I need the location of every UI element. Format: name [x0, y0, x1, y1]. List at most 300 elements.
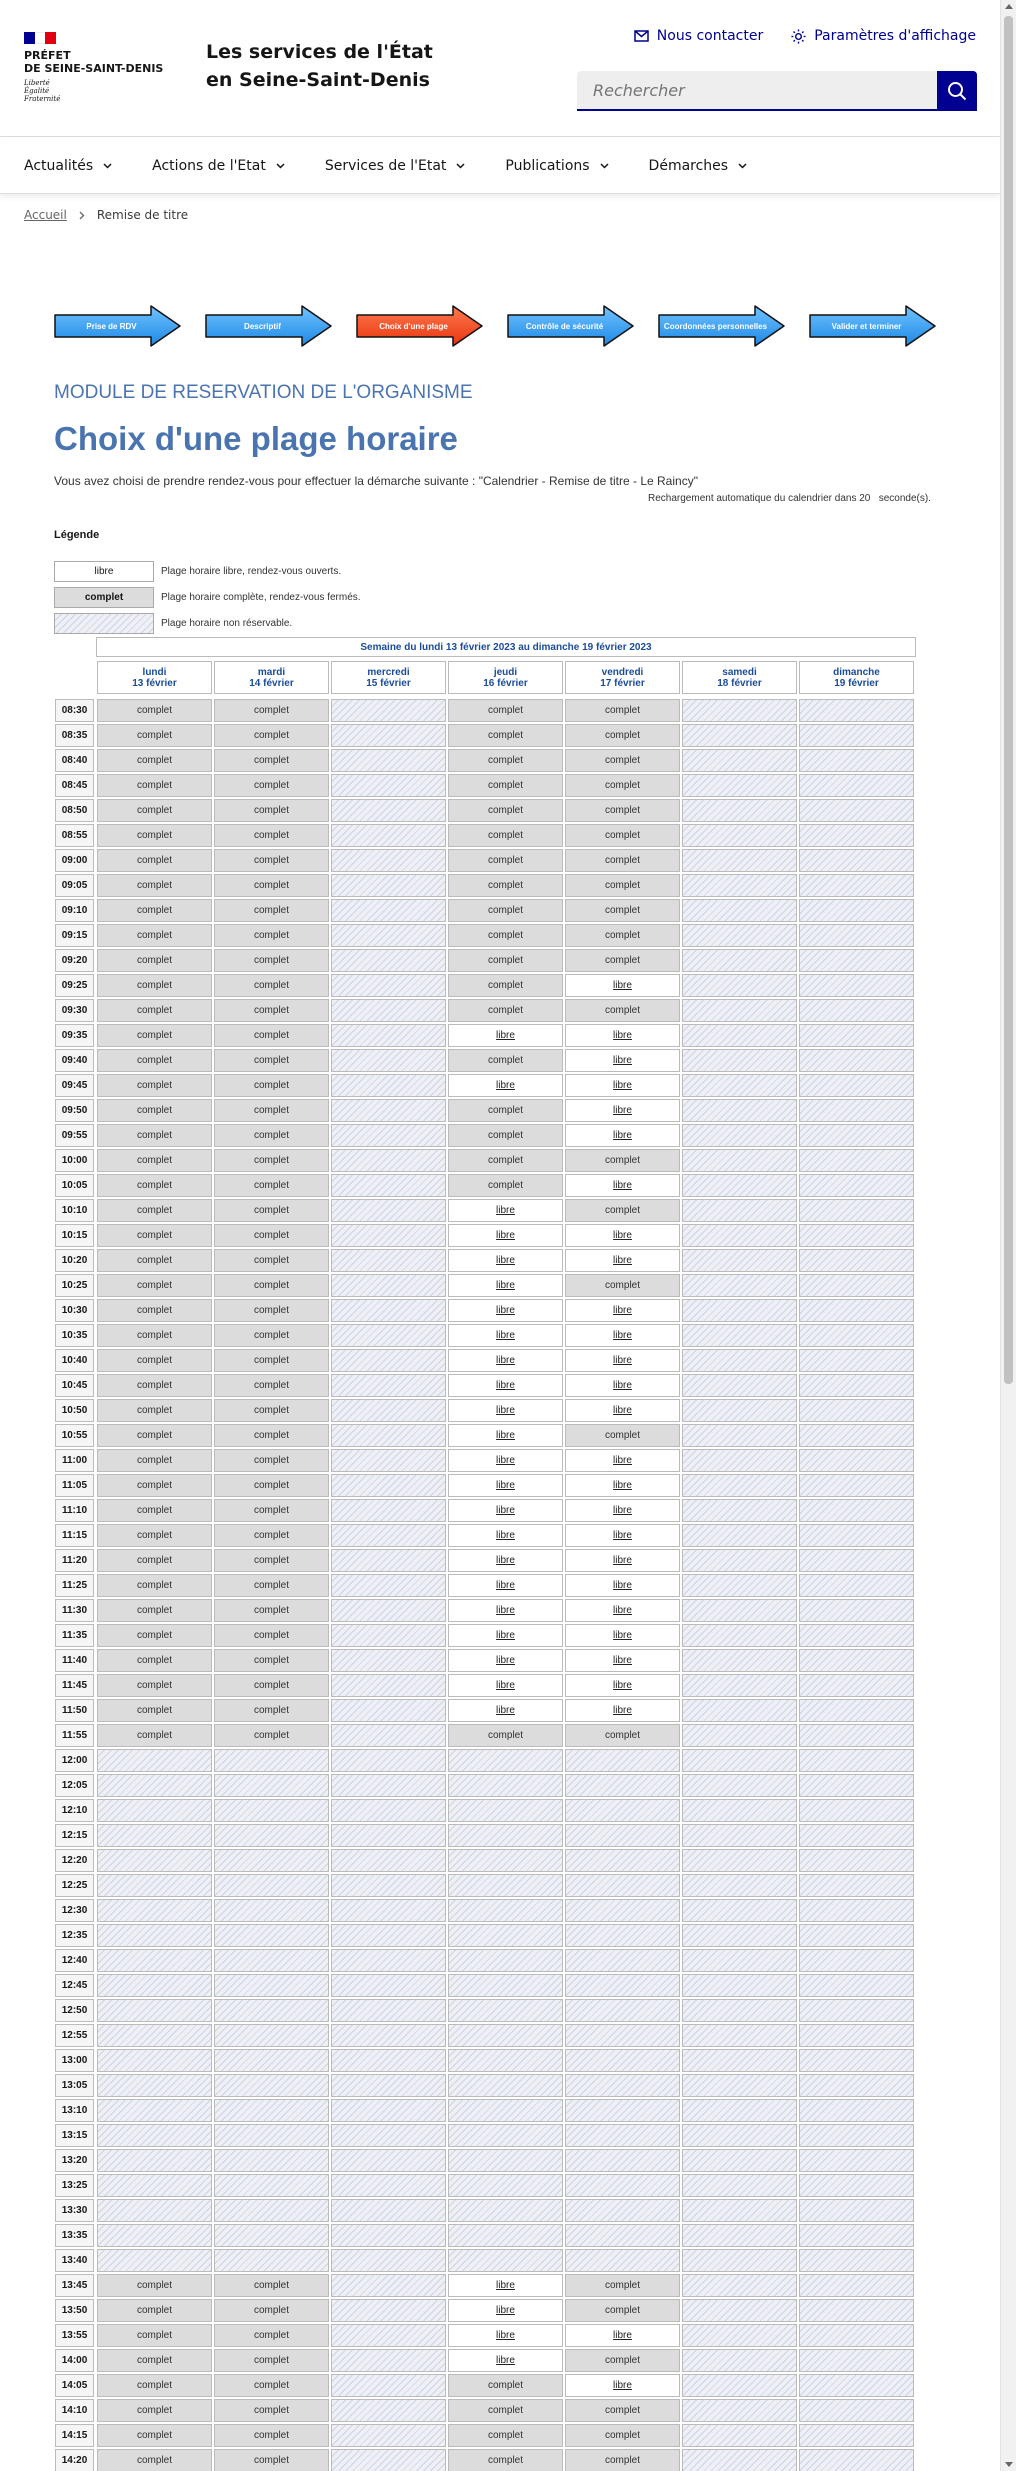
slot-non-reservable	[799, 1049, 914, 1072]
slot-time: 10:50	[55, 1399, 94, 1422]
slot-complet: complet	[214, 1174, 329, 1197]
slot-row	[55, 1948, 916, 1973]
slot-libre-link[interactable]: libre	[565, 1124, 680, 1147]
slot-row	[55, 1623, 916, 1648]
slot-libre-link[interactable]: libre	[565, 1049, 680, 1072]
slot-non-reservable	[682, 1799, 797, 1822]
slot-non-reservable	[682, 1699, 797, 1722]
slot-libre-link[interactable]: libre	[565, 1674, 680, 1697]
slot-row	[55, 1023, 916, 1048]
slot-non-reservable	[448, 1799, 563, 1822]
slot-complet: complet	[214, 999, 329, 1022]
slot-libre-link[interactable]: libre	[448, 1499, 563, 1522]
slot-non-reservable	[448, 2199, 563, 2222]
slot-non-reservable	[682, 2174, 797, 2197]
slot-complet: complet	[565, 749, 680, 772]
header-tools	[634, 28, 976, 44]
slot-non-reservable	[448, 2024, 563, 2047]
slot-non-reservable	[799, 1974, 914, 1997]
day-date: 13 février	[132, 677, 177, 689]
slot-complet: complet	[97, 949, 212, 972]
slot-libre-link[interactable]: libre	[565, 2324, 680, 2347]
slot-non-reservable	[97, 2074, 212, 2097]
chevron-down-icon	[103, 163, 112, 169]
slot-libre-link[interactable]: libre	[448, 1474, 563, 1497]
slot-non-reservable	[565, 1799, 680, 1822]
slot-non-reservable	[331, 949, 446, 972]
slot-non-reservable	[799, 2174, 914, 2197]
slot-non-reservable	[331, 1374, 446, 1397]
slot-non-reservable	[682, 2324, 797, 2347]
step-label: Prise de RDV	[86, 321, 137, 331]
slot-non-reservable	[682, 1624, 797, 1647]
slot-non-reservable	[331, 899, 446, 922]
slot-libre-link[interactable]: libre	[565, 1099, 680, 1122]
slot-non-reservable	[97, 2099, 212, 2122]
slot-non-reservable	[331, 2374, 446, 2397]
slot-non-reservable	[799, 949, 914, 972]
slot-non-reservable	[565, 2024, 680, 2047]
week-title: Semaine du lundi 13 février 2023 au dimanche 19 février 2023	[96, 637, 916, 657]
scroll-down-arrow-icon[interactable]	[1005, 2462, 1013, 2467]
slot-libre-link[interactable]: libre	[565, 1024, 680, 1047]
service-title[interactable]: Les services de l'État en Seine-Saint-Denis	[206, 41, 433, 91]
slot-non-reservable	[214, 2149, 329, 2172]
prefet-logo[interactable]	[24, 32, 174, 103]
slot-libre-link[interactable]: libre	[565, 1499, 680, 1522]
slot-non-reservable	[214, 1799, 329, 1822]
slot-non-reservable	[682, 1424, 797, 1447]
step-label: Valider et terminer	[831, 321, 902, 331]
slot-non-reservable	[799, 849, 914, 872]
slot-libre-link[interactable]: libre	[448, 1299, 563, 1322]
main-nav	[0, 138, 1000, 194]
slot-non-reservable	[682, 724, 797, 747]
nav-item-services-etat[interactable]	[325, 138, 506, 193]
slot-libre-link[interactable]: libre	[565, 1449, 680, 1472]
slot-non-reservable	[682, 899, 797, 922]
slot-time: 11:10	[55, 1499, 94, 1522]
slot-libre-link[interactable]: libre	[448, 1549, 563, 1572]
legend-box-libre: libre	[54, 561, 154, 582]
day-name: samedi	[722, 666, 757, 678]
slot-complet: complet	[97, 699, 212, 722]
slot-libre-link[interactable]: libre	[448, 2274, 563, 2297]
slot-libre-link[interactable]: libre	[448, 1574, 563, 1597]
slot-libre-link[interactable]: libre	[565, 1249, 680, 1272]
slot-non-reservable	[799, 1249, 914, 1272]
slot-complet: complet	[214, 749, 329, 772]
slot-non-reservable	[799, 1724, 914, 1747]
day-header	[565, 661, 680, 694]
slot-libre-link[interactable]: libre	[448, 1674, 563, 1697]
slot-complet: complet	[565, 1424, 680, 1447]
slot-row	[55, 2023, 916, 2048]
slot-non-reservable	[448, 1924, 563, 1947]
slot-complet: complet	[97, 724, 212, 747]
slot-non-reservable	[448, 2049, 563, 2072]
slot-complet: complet	[214, 2449, 329, 2471]
slot-libre-link[interactable]: libre	[565, 1349, 680, 1372]
slot-complet: complet	[97, 1299, 212, 1322]
slot-complet: complet	[97, 824, 212, 847]
search-input[interactable]	[577, 71, 937, 111]
slot-complet: complet	[448, 1099, 563, 1122]
slot-non-reservable	[682, 1499, 797, 1522]
slot-row	[55, 2048, 916, 2073]
slot-time: 11:15	[55, 1524, 94, 1547]
slot-time: 11:05	[55, 1474, 94, 1497]
slot-time: 13:40	[55, 2249, 94, 2272]
slot-non-reservable	[682, 2074, 797, 2097]
slot-row	[55, 1173, 916, 1198]
slot-libre-link[interactable]: libre	[448, 1224, 563, 1247]
slot-libre-link[interactable]: libre	[448, 1399, 563, 1422]
slot-time: 14:20	[55, 2449, 94, 2471]
legend-text-complet: Plage horaire complète, rendez-vous fermés.	[161, 592, 361, 603]
slot-non-reservable	[682, 1124, 797, 1147]
slot-non-reservable	[331, 1774, 446, 1797]
slot-libre-link[interactable]: libre	[448, 1074, 563, 1097]
step-3	[356, 305, 483, 347]
day-date: 18 février	[717, 677, 762, 689]
slot-non-reservable	[331, 749, 446, 772]
slot-non-reservable	[799, 2199, 914, 2222]
slot-row	[55, 923, 916, 948]
slot-non-reservable	[448, 1874, 563, 1897]
slot-non-reservable	[682, 1174, 797, 1197]
slot-time: 10:00	[55, 1149, 94, 1172]
slot-complet: complet	[214, 1349, 329, 1372]
slot-non-reservable	[97, 1749, 212, 1772]
slot-non-reservable	[799, 974, 914, 997]
slot-non-reservable	[799, 2249, 914, 2272]
slot-libre-link[interactable]: libre	[565, 1399, 680, 1422]
slot-non-reservable	[799, 1174, 914, 1197]
slot-complet: complet	[565, 1274, 680, 1297]
legend-box-non-reservable	[54, 613, 154, 634]
slot-row	[55, 848, 916, 873]
slot-libre-link[interactable]: libre	[565, 1599, 680, 1622]
slot-row	[55, 973, 916, 998]
slot-libre-link[interactable]: libre	[565, 1549, 680, 1572]
display-settings-link[interactable]	[791, 28, 976, 44]
slot-time: 09:20	[55, 949, 94, 972]
slot-libre-link[interactable]: libre	[565, 974, 680, 997]
slot-complet: complet	[97, 1424, 212, 1447]
slot-complet: complet	[565, 1724, 680, 1747]
mail-icon	[634, 30, 649, 42]
slot-time: 13:30	[55, 2199, 94, 2222]
slot-non-reservable	[565, 2124, 680, 2147]
slot-libre-link[interactable]: libre	[448, 1599, 563, 1622]
slot-libre-link[interactable]: libre	[448, 2299, 563, 2322]
slot-libre-link[interactable]: libre	[565, 1174, 680, 1197]
slot-non-reservable	[682, 2099, 797, 2122]
day-header	[682, 661, 797, 694]
day-date: 16 février	[483, 677, 528, 689]
slot-complet: complet	[565, 2449, 680, 2471]
slot-time: 11:25	[55, 1574, 94, 1597]
slot-non-reservable	[565, 1774, 680, 1797]
slot-time: 11:20	[55, 1549, 94, 1572]
slot-time: 11:55	[55, 1724, 94, 1747]
booking-steps	[54, 305, 936, 347]
slot-non-reservable	[331, 1124, 446, 1147]
slot-non-reservable	[682, 1949, 797, 1972]
slot-time: 13:45	[55, 2274, 94, 2297]
slot-complet: complet	[448, 1724, 563, 1747]
scroll-up-arrow-icon[interactable]	[1005, 4, 1013, 9]
slot-row	[55, 1523, 916, 1548]
slot-non-reservable	[565, 2174, 680, 2197]
slot-non-reservable	[331, 1024, 446, 1047]
slot-non-reservable	[799, 1874, 914, 1897]
slot-non-reservable	[565, 1824, 680, 1847]
slot-row	[55, 2148, 916, 2173]
slot-complet: complet	[448, 799, 563, 822]
slot-non-reservable	[682, 1399, 797, 1422]
slot-complet: complet	[214, 924, 329, 947]
slot-complet: complet	[565, 799, 680, 822]
slot-libre-link[interactable]: libre	[448, 1424, 563, 1447]
slot-time: 14:15	[55, 2424, 94, 2447]
slot-non-reservable	[682, 1274, 797, 1297]
slot-non-reservable	[331, 1799, 446, 1822]
slot-non-reservable	[799, 1949, 914, 1972]
slot-non-reservable	[448, 1774, 563, 1797]
slot-libre-link[interactable]: libre	[448, 1649, 563, 1672]
slot-libre-link[interactable]: libre	[565, 1699, 680, 1722]
slot-row	[55, 1773, 916, 1798]
slot-non-reservable	[448, 1974, 563, 1997]
nav-item-actions-etat[interactable]	[152, 138, 325, 193]
slot-complet: complet	[565, 899, 680, 922]
slot-complet: complet	[214, 1499, 329, 1522]
slot-complet: complet	[97, 2424, 212, 2447]
step-6	[809, 305, 936, 347]
slot-time: 13:05	[55, 2074, 94, 2097]
slot-non-reservable	[214, 1899, 329, 1922]
slot-row	[55, 948, 916, 973]
slot-non-reservable	[682, 1224, 797, 1247]
slot-non-reservable	[214, 2224, 329, 2247]
slot-row	[55, 2073, 916, 2098]
slot-non-reservable	[799, 1274, 914, 1297]
slot-complet: complet	[448, 974, 563, 997]
slot-non-reservable	[97, 2124, 212, 2147]
slot-non-reservable	[799, 1674, 914, 1697]
slot-libre-link[interactable]: libre	[448, 1199, 563, 1222]
slot-non-reservable	[214, 1974, 329, 1997]
slot-non-reservable	[331, 1924, 446, 1947]
slot-non-reservable	[799, 1424, 914, 1447]
slot-non-reservable	[799, 1774, 914, 1797]
slot-non-reservable	[799, 2149, 914, 2172]
slot-non-reservable	[214, 2049, 329, 2072]
display-settings-label: Paramètres d'affichage	[814, 28, 976, 44]
slot-row	[55, 1873, 916, 1898]
slot-time: 12:50	[55, 1999, 94, 2022]
slot-non-reservable	[682, 1049, 797, 1072]
slot-complet: complet	[448, 774, 563, 797]
slot-non-reservable	[682, 1774, 797, 1797]
scrollbar-thumb[interactable]	[1004, 16, 1013, 1384]
slot-time: 09:30	[55, 999, 94, 1022]
slot-libre-link[interactable]: libre	[448, 2349, 563, 2372]
slot-row	[55, 1098, 916, 1123]
slot-complet: complet	[97, 1224, 212, 1247]
slot-row	[55, 1048, 916, 1073]
slot-libre-link[interactable]: libre	[565, 1524, 680, 1547]
breadcrumb-home-link[interactable]: Accueil	[24, 208, 67, 222]
slot-non-reservable	[682, 1824, 797, 1847]
slot-row	[55, 898, 916, 923]
slot-libre-link[interactable]: libre	[448, 1249, 563, 1272]
slot-non-reservable	[331, 774, 446, 797]
slot-libre-link[interactable]: libre	[565, 1299, 680, 1322]
slot-complet: complet	[214, 874, 329, 897]
slot-complet: complet	[214, 1249, 329, 1272]
slot-libre-link[interactable]: libre	[448, 2324, 563, 2347]
module-title: MODULE DE RESERVATION DE L'ORGANISME	[54, 382, 473, 403]
step-5	[658, 305, 785, 347]
slot-non-reservable	[799, 1799, 914, 1822]
slot-libre-link[interactable]: libre	[565, 1474, 680, 1497]
slot-time: 13:35	[55, 2224, 94, 2247]
slot-libre-link[interactable]: libre	[448, 1324, 563, 1347]
slot-complet: complet	[565, 699, 680, 722]
slot-libre-link[interactable]: libre	[565, 2374, 680, 2397]
slot-non-reservable	[214, 1874, 329, 1897]
chevron-down-icon	[738, 163, 747, 169]
slot-time: 14:05	[55, 2374, 94, 2397]
slot-row	[55, 2348, 916, 2373]
slot-non-reservable	[799, 1549, 914, 1572]
slot-time: 11:00	[55, 1449, 94, 1472]
slot-non-reservable	[331, 1824, 446, 1847]
slot-non-reservable	[448, 1824, 563, 1847]
slot-complet: complet	[214, 1699, 329, 1722]
slot-complet: complet	[97, 1599, 212, 1622]
slot-libre-link[interactable]: libre	[448, 1524, 563, 1547]
slot-non-reservable	[682, 1974, 797, 1997]
nav-item-demarches[interactable]	[649, 138, 788, 193]
slot-libre-link[interactable]: libre	[565, 1649, 680, 1672]
slot-libre-link[interactable]: libre	[448, 1274, 563, 1297]
slot-non-reservable	[682, 824, 797, 847]
slot-complet: complet	[214, 1149, 329, 1172]
slot-non-reservable	[799, 799, 914, 822]
slot-time: 13:50	[55, 2299, 94, 2322]
slot-non-reservable	[682, 799, 797, 822]
slot-non-reservable	[97, 1999, 212, 2022]
slot-time: 09:00	[55, 849, 94, 872]
slot-non-reservable	[331, 924, 446, 947]
slot-libre-link[interactable]: libre	[448, 1449, 563, 1472]
slot-non-reservable	[682, 2449, 797, 2471]
slot-non-reservable	[682, 2224, 797, 2247]
nav-item-publications[interactable]	[505, 138, 648, 193]
slot-non-reservable	[799, 1999, 914, 2022]
slot-non-reservable	[331, 1899, 446, 1922]
slot-libre-link[interactable]: libre	[448, 1699, 563, 1722]
slot-non-reservable	[565, 1999, 680, 2022]
slot-non-reservable	[682, 1374, 797, 1397]
slot-libre-link[interactable]: libre	[565, 1624, 680, 1647]
slot-time: 12:00	[55, 1749, 94, 1772]
slot-time: 12:20	[55, 1849, 94, 1872]
slot-complet: complet	[214, 1224, 329, 1247]
slot-complet: complet	[97, 2399, 212, 2422]
slot-complet: complet	[214, 2349, 329, 2372]
slot-non-reservable	[799, 2074, 914, 2097]
slot-libre-link[interactable]: libre	[565, 1574, 680, 1597]
slot-non-reservable	[331, 1599, 446, 1622]
slot-libre-link[interactable]: libre	[565, 1324, 680, 1347]
slot-non-reservable	[682, 1549, 797, 1572]
nav-item-actualites[interactable]	[24, 138, 152, 193]
slot-non-reservable	[682, 849, 797, 872]
slot-non-reservable	[799, 1349, 914, 1372]
slot-time: 12:55	[55, 2024, 94, 2047]
slot-time: 12:25	[55, 1874, 94, 1897]
slot-non-reservable	[682, 999, 797, 1022]
calendar-day-headers	[55, 661, 916, 694]
slot-row	[55, 1748, 916, 1773]
slot-non-reservable	[799, 1024, 914, 1047]
slot-non-reservable	[331, 1524, 446, 1547]
slot-non-reservable	[682, 1924, 797, 1947]
slot-time: 09:50	[55, 1099, 94, 1122]
slot-non-reservable	[448, 1999, 563, 2022]
slot-complet: complet	[565, 2424, 680, 2447]
slot-libre-link[interactable]: libre	[448, 1624, 563, 1647]
slot-non-reservable	[331, 699, 446, 722]
slot-non-reservable	[448, 2224, 563, 2247]
day-name: mercredi	[367, 666, 410, 678]
slot-libre-link[interactable]: libre	[448, 1024, 563, 1047]
slot-time: 09:55	[55, 1124, 94, 1147]
slot-row	[55, 1548, 916, 1573]
slot-row	[55, 723, 916, 748]
slot-time: 10:30	[55, 1299, 94, 1322]
scrollbar[interactable]	[1000, 0, 1016, 2471]
slot-non-reservable	[799, 699, 914, 722]
slot-non-reservable	[799, 1124, 914, 1147]
slot-complet: complet	[97, 1024, 212, 1047]
slot-complet: complet	[97, 2274, 212, 2297]
slot-row	[55, 2448, 916, 2471]
slot-complet: complet	[565, 2299, 680, 2322]
slot-libre-link[interactable]: libre	[448, 1349, 563, 1372]
slot-complet: complet	[214, 1274, 329, 1297]
slot-non-reservable	[331, 2024, 446, 2047]
slot-non-reservable	[682, 1249, 797, 1272]
slot-libre-link[interactable]: libre	[565, 1224, 680, 1247]
slot-libre-link[interactable]: libre	[448, 1374, 563, 1397]
contact-link[interactable]	[634, 28, 763, 44]
slot-non-reservable	[799, 2299, 914, 2322]
slot-complet: complet	[214, 1574, 329, 1597]
slot-complet: complet	[97, 1474, 212, 1497]
slot-libre-link[interactable]: libre	[565, 1074, 680, 1097]
slot-complet: complet	[565, 1149, 680, 1172]
slot-non-reservable	[331, 2074, 446, 2097]
search-button[interactable]	[937, 71, 977, 111]
slot-libre-link[interactable]: libre	[565, 1374, 680, 1397]
slot-complet: complet	[214, 774, 329, 797]
